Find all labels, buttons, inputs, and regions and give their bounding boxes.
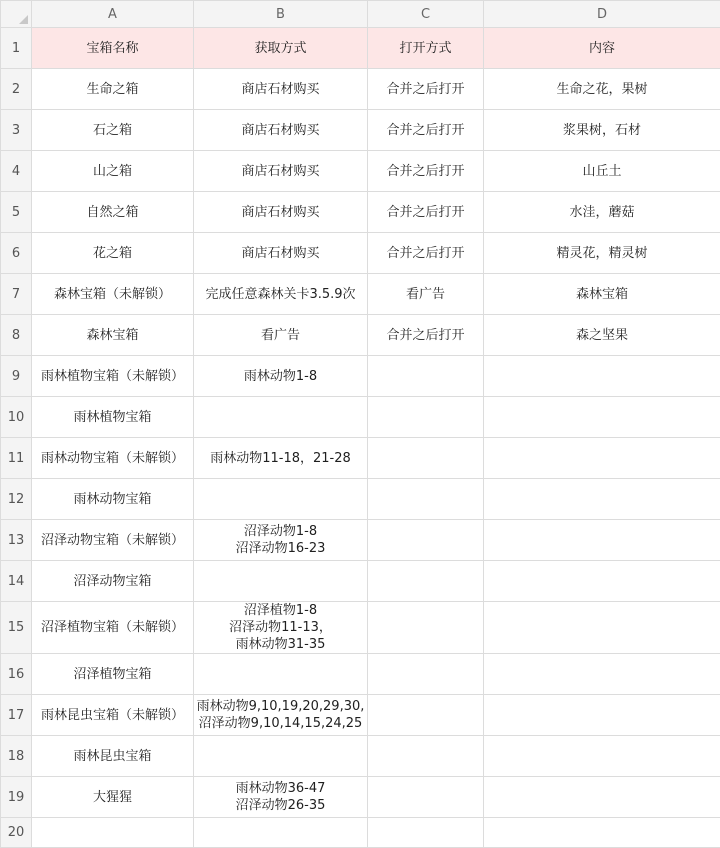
select-all-icon bbox=[19, 15, 28, 24]
cell-c8[interactable] bbox=[368, 315, 484, 356]
cell-text: 沼泽动物1-8 bbox=[194, 523, 367, 540]
cell-text: 精灵花，精灵树 bbox=[484, 245, 720, 262]
cell-d3[interactable] bbox=[484, 110, 720, 151]
cell-b17[interactable] bbox=[194, 695, 368, 736]
row-number[interactable]: 15 bbox=[1, 602, 32, 654]
cell-text: 打开方式 bbox=[368, 40, 483, 57]
cell-d4[interactable] bbox=[484, 151, 720, 192]
cell-a18[interactable] bbox=[32, 736, 194, 777]
cell-d5[interactable] bbox=[484, 192, 720, 233]
cell-text: 花之箱 bbox=[32, 245, 193, 262]
cell-b20[interactable] bbox=[194, 818, 368, 848]
cell-a17[interactable] bbox=[32, 695, 194, 736]
cell-d9[interactable] bbox=[484, 356, 720, 397]
column-header-c[interactable]: C bbox=[368, 1, 484, 28]
cell-text: 商店石材购买 bbox=[194, 204, 367, 221]
row-number[interactable]: 20 bbox=[1, 818, 32, 848]
cell-text: 大猩猩 bbox=[32, 789, 193, 806]
cell-b19[interactable] bbox=[194, 777, 368, 818]
cell-d13[interactable] bbox=[484, 520, 720, 561]
row-number[interactable]: 8 bbox=[1, 315, 32, 356]
cell-d12[interactable] bbox=[484, 479, 720, 520]
cell-b10[interactable] bbox=[194, 397, 368, 438]
row-number[interactable]: 12 bbox=[1, 479, 32, 520]
cell-b18[interactable] bbox=[194, 736, 368, 777]
cell-c10[interactable] bbox=[368, 397, 484, 438]
cell-b5[interactable] bbox=[194, 192, 368, 233]
cell-a4[interactable] bbox=[32, 151, 194, 192]
cell-text: 雨林植物宝箱（未解锁） bbox=[32, 368, 193, 385]
cell-b6[interactable] bbox=[194, 233, 368, 274]
cell-text: 合并之后打开 bbox=[368, 204, 483, 221]
cell-b2[interactable] bbox=[194, 69, 368, 110]
cell-text: 沼泽动物宝箱（未解锁） bbox=[32, 532, 193, 549]
cell-text: 商店石材购买 bbox=[194, 81, 367, 98]
table-row bbox=[1, 69, 720, 110]
table-row bbox=[1, 233, 720, 274]
table-row bbox=[1, 561, 720, 602]
row-number[interactable]: 18 bbox=[1, 736, 32, 777]
row-number[interactable]: 1 bbox=[1, 28, 32, 69]
cell-text: 看广告 bbox=[368, 286, 483, 303]
cell-text: 合并之后打开 bbox=[368, 245, 483, 262]
cell-text: 雨林动物36-47 bbox=[194, 780, 367, 797]
row-number[interactable]: 10 bbox=[1, 397, 32, 438]
cell-d8[interactable] bbox=[484, 315, 720, 356]
cell-text: 山丘土 bbox=[484, 163, 720, 180]
row-number[interactable]: 19 bbox=[1, 777, 32, 818]
cell-text: 雨林昆虫宝箱 bbox=[32, 748, 193, 765]
cell-c5[interactable] bbox=[368, 192, 484, 233]
cell-text: 浆果树，石材 bbox=[484, 122, 720, 139]
cell-text: 自然之箱 bbox=[32, 204, 193, 221]
cell-text: 雨林动物31-35 bbox=[194, 636, 367, 653]
cell-a11[interactable] bbox=[32, 438, 194, 479]
row-number[interactable]: 2 bbox=[1, 69, 32, 110]
cell-text: 水洼，蘑菇 bbox=[484, 204, 720, 221]
cell-text: 森林宝箱 bbox=[484, 286, 720, 303]
cell-text: 合并之后打开 bbox=[368, 81, 483, 98]
table-row bbox=[1, 479, 720, 520]
cell-c20[interactable] bbox=[368, 818, 484, 848]
cell-text: 商店石材购买 bbox=[194, 245, 367, 262]
row-number[interactable]: 16 bbox=[1, 654, 32, 695]
cell-a13[interactable] bbox=[32, 520, 194, 561]
cell-text: 宝箱名称 bbox=[32, 40, 193, 57]
cell-a10[interactable] bbox=[32, 397, 194, 438]
cell-d17[interactable] bbox=[484, 695, 720, 736]
cell-text: 森林宝箱 bbox=[32, 327, 193, 344]
table-row bbox=[1, 695, 720, 736]
cell-a8[interactable] bbox=[32, 315, 194, 356]
cell-b15[interactable] bbox=[194, 602, 368, 654]
cell-b13[interactable] bbox=[194, 520, 368, 561]
cell-b12[interactable] bbox=[194, 479, 368, 520]
cell-text: 沼泽植物宝箱（未解锁） bbox=[32, 619, 193, 636]
cell-text: 沼泽动物26-35 bbox=[194, 797, 367, 814]
cell-text: 商店石材购买 bbox=[194, 122, 367, 139]
cell-b8[interactable] bbox=[194, 315, 368, 356]
cell-b11[interactable] bbox=[194, 438, 368, 479]
cell-text: 获取方式 bbox=[194, 40, 367, 57]
cell-a19[interactable] bbox=[32, 777, 194, 818]
column-header-b[interactable]: B bbox=[194, 1, 368, 28]
column-header-row bbox=[1, 1, 720, 28]
cell-a9[interactable] bbox=[32, 356, 194, 397]
row-number[interactable]: 14 bbox=[1, 561, 32, 602]
row-number[interactable]: 13 bbox=[1, 520, 32, 561]
cell-c14[interactable] bbox=[368, 561, 484, 602]
cell-text: 看广告 bbox=[194, 327, 367, 344]
table-row bbox=[1, 110, 720, 151]
cell-text: 雨林动物宝箱（未解锁） bbox=[32, 450, 193, 467]
table-row bbox=[1, 397, 720, 438]
cell-a16[interactable] bbox=[32, 654, 194, 695]
cell-b1[interactable] bbox=[194, 28, 368, 69]
cell-text: 合并之后打开 bbox=[368, 163, 483, 180]
row-number[interactable]: 4 bbox=[1, 151, 32, 192]
table-row bbox=[1, 151, 720, 192]
cell-text: 合并之后打开 bbox=[368, 122, 483, 139]
cell-c3[interactable] bbox=[368, 110, 484, 151]
cell-a14[interactable] bbox=[32, 561, 194, 602]
cell-text: 石之箱 bbox=[32, 122, 193, 139]
cell-c7[interactable] bbox=[368, 274, 484, 315]
cell-text: 雨林植物宝箱 bbox=[32, 409, 193, 426]
cell-b4[interactable] bbox=[194, 151, 368, 192]
table-row bbox=[1, 520, 720, 561]
cell-text: 完成任意森林关卡3.5.9次 bbox=[194, 286, 367, 303]
cell-text: 沼泽动物16-23 bbox=[194, 540, 367, 557]
table-row bbox=[1, 438, 720, 479]
cell-d16[interactable] bbox=[484, 654, 720, 695]
cell-c6[interactable] bbox=[368, 233, 484, 274]
cell-text: 沼泽动物宝箱 bbox=[32, 573, 193, 590]
table-row bbox=[1, 602, 720, 654]
cell-a15[interactable] bbox=[32, 602, 194, 654]
cell-d11[interactable] bbox=[484, 438, 720, 479]
cell-b3[interactable] bbox=[194, 110, 368, 151]
table-row bbox=[1, 777, 720, 818]
table-row bbox=[1, 274, 720, 315]
cell-text: 生命之箱 bbox=[32, 81, 193, 98]
cell-c13[interactable] bbox=[368, 520, 484, 561]
row-number[interactable]: 5 bbox=[1, 192, 32, 233]
row-number[interactable]: 17 bbox=[1, 695, 32, 736]
cell-a12[interactable] bbox=[32, 479, 194, 520]
cell-c12[interactable] bbox=[368, 479, 484, 520]
cell-d7[interactable] bbox=[484, 274, 720, 315]
cell-c11[interactable] bbox=[368, 438, 484, 479]
cell-d2[interactable] bbox=[484, 69, 720, 110]
header-row bbox=[1, 28, 720, 69]
cell-a20[interactable] bbox=[32, 818, 194, 848]
cell-d14[interactable] bbox=[484, 561, 720, 602]
table-row bbox=[1, 654, 720, 695]
cell-c17[interactable] bbox=[368, 695, 484, 736]
table-row bbox=[1, 736, 720, 777]
cell-text: 沼泽植物宝箱 bbox=[32, 666, 193, 683]
cell-text: 沼泽植物1-8 bbox=[194, 602, 367, 619]
cell-text: 雨林动物11-18，21-28 bbox=[194, 450, 367, 467]
cell-c18[interactable] bbox=[368, 736, 484, 777]
select-all-corner[interactable] bbox=[1, 1, 32, 28]
row-number[interactable]: 11 bbox=[1, 438, 32, 479]
cell-c2[interactable] bbox=[368, 69, 484, 110]
cell-text: 森林宝箱（未解锁） bbox=[32, 286, 193, 303]
table-row bbox=[1, 818, 720, 848]
cell-text: 沼泽动物11-13， bbox=[194, 619, 367, 636]
cell-text: 雨林昆虫宝箱（未解锁） bbox=[32, 707, 193, 724]
cell-a7[interactable] bbox=[32, 274, 194, 315]
cell-b9[interactable] bbox=[194, 356, 368, 397]
cell-d19[interactable] bbox=[484, 777, 720, 818]
cell-d18[interactable] bbox=[484, 736, 720, 777]
cell-text: 生命之花，果树 bbox=[484, 81, 720, 98]
cell-c16[interactable] bbox=[368, 654, 484, 695]
cell-text: 沼泽动物9,10,14,15,24,25 bbox=[194, 715, 367, 732]
cell-c19[interactable] bbox=[368, 777, 484, 818]
cell-text: 雨林动物9,10,19,20,29,30, bbox=[194, 698, 367, 715]
cell-text: 山之箱 bbox=[32, 163, 193, 180]
cell-text: 雨林动物1-8 bbox=[194, 368, 367, 385]
table-row bbox=[1, 192, 720, 233]
cell-d1[interactable] bbox=[484, 28, 720, 69]
column-header-a[interactable]: A bbox=[32, 1, 194, 28]
cell-d20[interactable] bbox=[484, 818, 720, 848]
cell-d10[interactable] bbox=[484, 397, 720, 438]
row-number[interactable]: 7 bbox=[1, 274, 32, 315]
cell-b7[interactable] bbox=[194, 274, 368, 315]
table-row bbox=[1, 356, 720, 397]
column-header-d[interactable]: D bbox=[484, 1, 720, 28]
cell-text: 合并之后打开 bbox=[368, 327, 483, 344]
cell-a6[interactable] bbox=[32, 233, 194, 274]
cell-d6[interactable] bbox=[484, 233, 720, 274]
cell-c1[interactable] bbox=[368, 28, 484, 69]
table-row bbox=[1, 315, 720, 356]
cell-text: 森之坚果 bbox=[484, 327, 720, 344]
cell-c15[interactable] bbox=[368, 602, 484, 654]
cell-a1[interactable] bbox=[32, 28, 194, 69]
cell-d15[interactable] bbox=[484, 602, 720, 654]
cell-b16[interactable] bbox=[194, 654, 368, 695]
cell-c9[interactable] bbox=[368, 356, 484, 397]
cell-a3[interactable] bbox=[32, 110, 194, 151]
cell-text: 商店石材购买 bbox=[194, 163, 367, 180]
cell-text: 内容 bbox=[484, 40, 720, 57]
cell-a2[interactable] bbox=[32, 69, 194, 110]
cell-b14[interactable] bbox=[194, 561, 368, 602]
row-number[interactable]: 9 bbox=[1, 356, 32, 397]
row-number[interactable]: 6 bbox=[1, 233, 32, 274]
cell-text: 雨林动物宝箱 bbox=[32, 491, 193, 508]
cell-a5[interactable] bbox=[32, 192, 194, 233]
cell-c4[interactable] bbox=[368, 151, 484, 192]
row-number[interactable]: 3 bbox=[1, 110, 32, 151]
